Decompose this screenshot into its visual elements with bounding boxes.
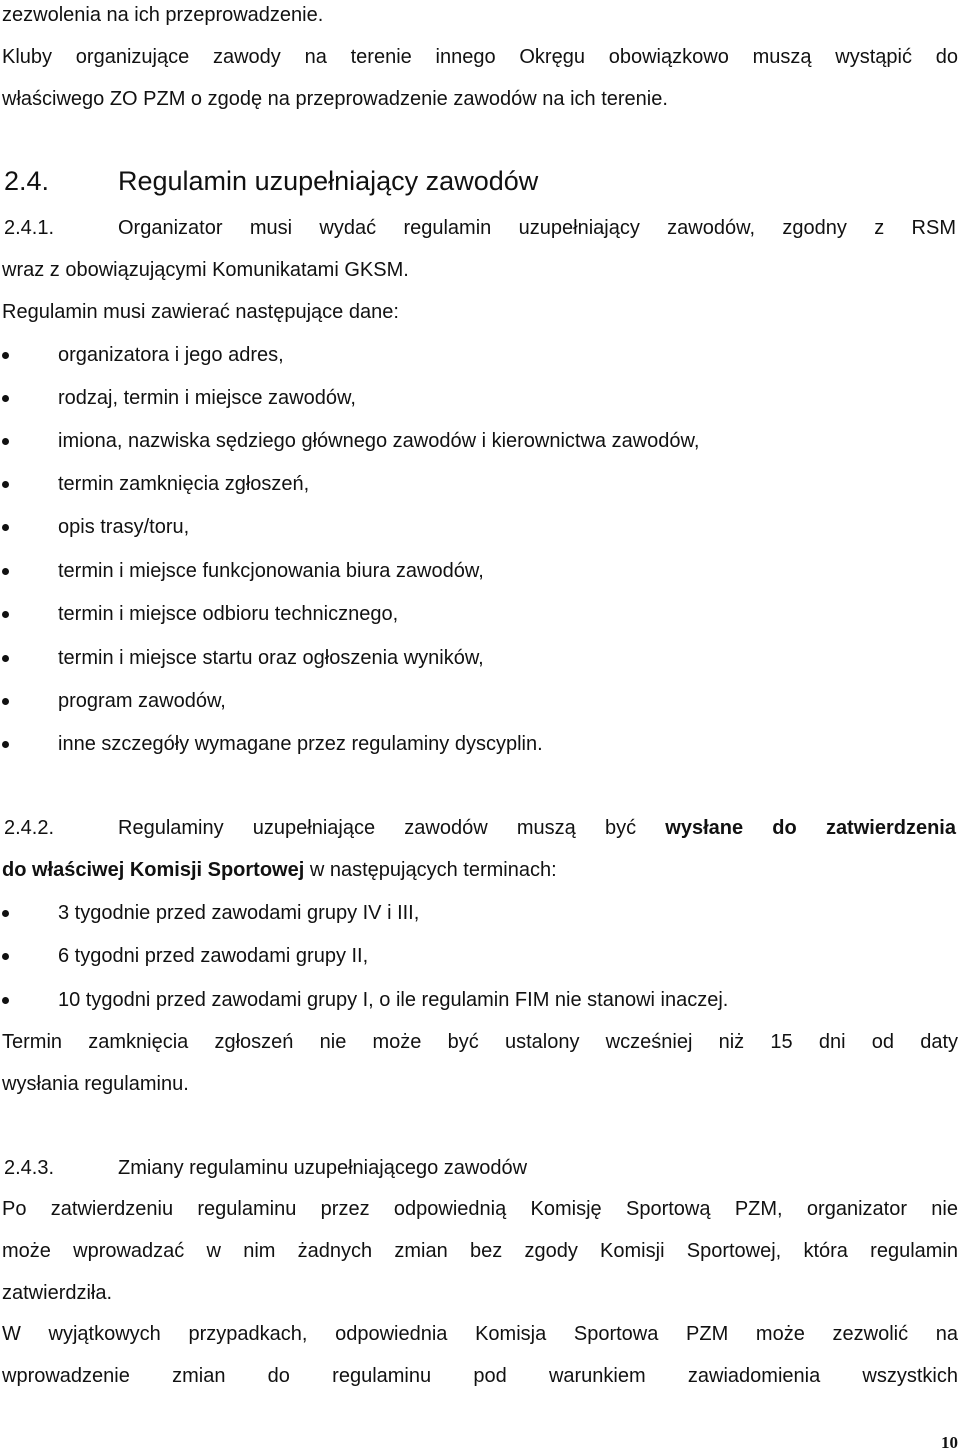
paragraph-line: Organizator musi wydać regulamin uzupełniający zawodów, zgodny z RSM — [118, 217, 956, 239]
page-number: 10 — [941, 1433, 958, 1452]
bullet-icon — [2, 997, 9, 1004]
paragraph-line: może wprowadzać w nim żadnych zmian bez zgody Komisji Sportowej, która regulamin — [2, 1240, 958, 1262]
bullet-icon — [2, 481, 9, 488]
paragraph-line: do właściwej Komisji Sportowej w następujących terminach: — [2, 859, 557, 881]
intro-line: zezwolenia na ich przeprowadzenie. — [2, 4, 324, 26]
bullet-icon — [2, 568, 9, 575]
bullet-icon — [2, 438, 9, 445]
subsection-number: 2.4.2. — [4, 817, 55, 839]
subsection-title: Zmiany regulaminu uzupełniającego zawodów — [118, 1157, 528, 1179]
bullet-icon — [2, 655, 9, 662]
bullet-icon — [2, 524, 9, 531]
bullet-icon — [2, 910, 9, 917]
bullet-icon — [2, 352, 9, 359]
emphasis-text: do właściwej Komisji Sportowej — [2, 859, 305, 881]
bullet-icon — [2, 953, 9, 960]
bullet-icon — [2, 611, 9, 618]
section-number: 2.4. — [4, 166, 50, 196]
paragraph-line: Termin zamknięcia zgłoszeń nie może być ustalony wcześniej niż 15 dni od daty — [2, 1031, 958, 1053]
intro-line: Kluby organizujące zawody na terenie innego Okręgu obowiązkowo muszą wystąpić do — [2, 46, 958, 68]
section-title: Regulamin uzupełniający zawodów — [118, 166, 539, 196]
list-lead: Regulamin musi zawierać następujące dane: — [2, 301, 399, 323]
bullet-icon — [2, 698, 9, 705]
paragraph-line: Regulaminy uzupełniające zawodów muszą być wysłane do zatwierdzenia — [118, 817, 956, 839]
paragraph-line: W wyjątkowych przypadkach, odpowiednia Komisja Sportowa PZM może zezwolić na — [2, 1323, 958, 1345]
subsection-number: 2.4.3. — [4, 1157, 55, 1179]
paragraph-line: wprowadzenie zmian do regulaminu pod warunkiem zawiadomienia wszystkich — [2, 1365, 958, 1387]
paragraph-line: Po zatwierdzeniu regulaminu przez odpowiednią Komisję Sportową PZM, organizator nie — [2, 1198, 958, 1220]
bullet-icon — [2, 741, 9, 748]
emphasis-text: wysłane do zatwierdzenia — [665, 817, 956, 839]
intro-line: właściwego ZO PZM o zgodę na przeprowadzenie zawodów na ich terenie. — [2, 88, 668, 110]
paragraph-line: wysłania regulaminu. — [2, 1073, 189, 1095]
bullet-icon — [2, 395, 9, 402]
subsection-number: 2.4.1. — [4, 217, 55, 239]
paragraph-line: wraz z obowiązującymi Komunikatami GKSM. — [2, 259, 409, 281]
paragraph-line: zatwierdziła. — [2, 1282, 113, 1304]
